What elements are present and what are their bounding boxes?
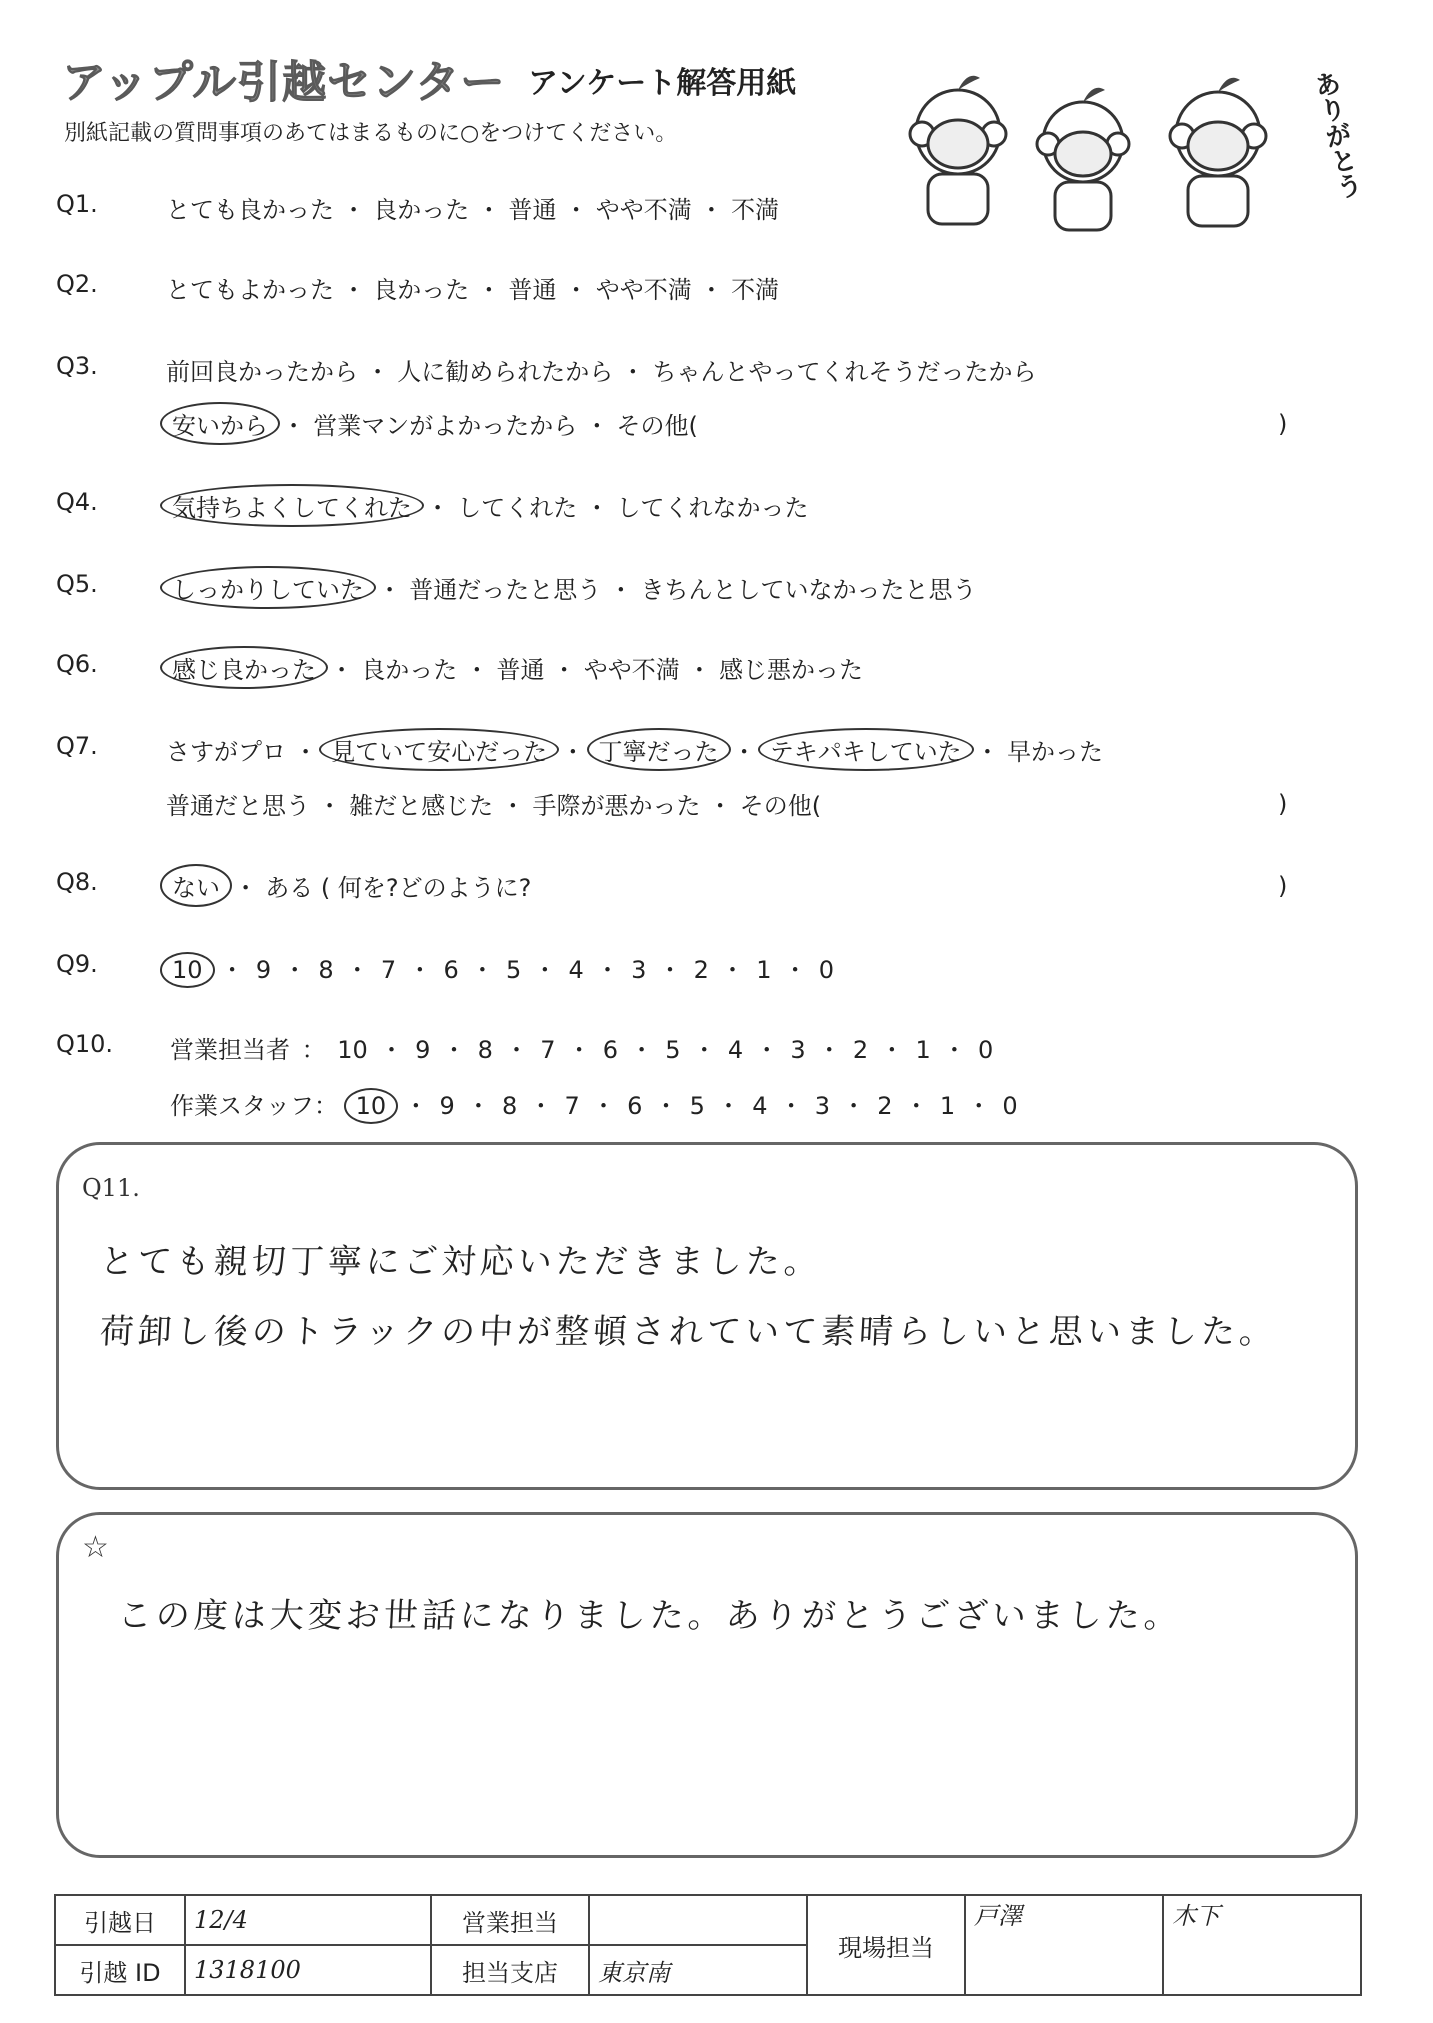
q10-option[interactable]: 4 — [727, 1036, 744, 1064]
q10-option[interactable]: 2 — [852, 1036, 869, 1064]
q2-option[interactable]: やや不満 — [595, 276, 692, 304]
q8-option[interactable]: ある ( 何を?どのように? — [265, 874, 532, 902]
q4-number: Q4. — [56, 488, 98, 516]
q3-option-selected[interactable]: 安いから — [160, 402, 280, 445]
q5-options: しっかりしていた ・ 普通だったと思う ・ きちんとしていなかったと思う — [166, 570, 977, 605]
q7-option[interactable]: 普通だと思う — [166, 792, 310, 820]
q3-number: Q3. — [56, 352, 98, 380]
q10-option[interactable]: 8 — [477, 1036, 493, 1064]
free-comment-box[interactable] — [56, 1512, 1358, 1858]
q7-option[interactable]: さすがプロ — [166, 738, 286, 766]
q1-options: とても良かった ・ 良かった ・ 普通 ・ やや不満 ・ 不満 — [166, 196, 780, 224]
q6-option[interactable]: 感じ悪かった — [719, 656, 864, 684]
q11-handwritten-line-1: とても親切丁寧にご対応いただきました。 — [98, 1242, 823, 1282]
q1-option[interactable]: 良かった — [373, 196, 470, 224]
q10-option[interactable]: 10 — [337, 1036, 368, 1064]
q10-option[interactable]: 3 — [790, 1036, 806, 1064]
mascot-caption: ありがとう — [1307, 68, 1365, 202]
q10-option[interactable]: 9 — [415, 1036, 431, 1064]
q7-option-selected[interactable]: 丁寧だった — [587, 728, 731, 771]
q6-options: 感じ良かった ・ 良かった ・ 普通 ・ やや不満 ・ 感じ悪かった — [166, 650, 863, 685]
q8-options: ない ・ ある ( 何を?どのように? — [166, 868, 531, 903]
q2-option[interactable]: 普通 — [508, 276, 557, 304]
q3-option-other[interactable]: その他( — [616, 412, 698, 440]
q10-staff-option-selected[interactable]: 10 — [344, 1088, 399, 1124]
q9-option[interactable]: 6 — [443, 956, 459, 984]
q8-option-selected[interactable]: ない — [160, 864, 232, 907]
q3-option[interactable]: 人に勧められたから — [397, 358, 614, 386]
q7-number: Q7. — [56, 732, 98, 760]
q6-number: Q6. — [56, 650, 98, 678]
q7-option-selected[interactable]: 見ていて安心だった — [319, 728, 559, 771]
q10-option[interactable]: 7 — [540, 1036, 556, 1064]
branch-label: 担当支店 — [431, 1945, 589, 1995]
q10-staff-row: 作業スタッフ： 10 ・ 9 ・ 8 ・ 7 ・ 6 ・ 5 ・ 4 ・ 3 ・ 2 ・ 1 ・ 0 — [170, 1086, 1018, 1121]
q2-option[interactable]: 良かった — [373, 276, 470, 304]
q5-option[interactable]: 普通だったと思う — [409, 576, 602, 604]
q8-close-paren: ) — [1278, 872, 1288, 900]
branch-value[interactable]: 東京南 — [589, 1945, 807, 1995]
star-label: ☆ — [82, 1530, 109, 1565]
q5-option[interactable]: きちんとしていなかったと思う — [640, 576, 977, 604]
move-date-label: 引越日 — [55, 1895, 185, 1945]
q10-option[interactable]: 5 — [689, 1092, 705, 1120]
q6-option[interactable]: やや不満 — [583, 656, 680, 684]
q2-option[interactable]: 不満 — [731, 276, 780, 304]
q10-option[interactable]: 0 — [978, 1036, 994, 1064]
move-id-value[interactable]: 1318100 — [185, 1945, 431, 1995]
q9-option[interactable]: 0 — [818, 956, 835, 984]
q1-number: Q1. — [56, 190, 98, 218]
instruction-text: 別紙記載の質問事項のあてはまるものに○をつけてください。 — [64, 121, 678, 146]
q10-option[interactable]: 3 — [814, 1092, 831, 1120]
q1-option[interactable]: やや不満 — [595, 196, 692, 224]
q10-staff-label: 作業スタッフ： — [170, 1092, 338, 1120]
q9-option[interactable]: 1 — [756, 956, 772, 984]
q2-number: Q2. — [56, 270, 98, 298]
q3-options-line2: 安いから ・ 営業マンがよかったから ・ その他( — [166, 406, 698, 441]
q4-options: 気持ちよくしてくれた ・ してくれた ・ してくれなかった — [166, 488, 809, 523]
q10-option[interactable]: 9 — [439, 1092, 455, 1120]
free-comment-handwritten: この度は大変お世話になりました。ありがとうございました。 — [116, 1596, 1183, 1636]
q5-number: Q5. — [56, 570, 98, 598]
monkey-mascots-illustration — [898, 62, 1338, 242]
q4-option[interactable]: してくれなかった — [616, 494, 809, 522]
q3-option[interactable]: 前回良かったから — [166, 358, 358, 386]
q10-option[interactable]: 6 — [602, 1036, 619, 1064]
brand-title: アップル引越センター — [62, 57, 506, 108]
move-date-value[interactable]: 12/4 — [185, 1895, 431, 1945]
q9-option[interactable]: 4 — [568, 956, 584, 984]
q9-option-selected[interactable]: 10 — [160, 952, 215, 988]
q10-sales-label: 営業担当者 ： — [170, 1036, 326, 1064]
q10-sales-row: 営業担当者 ： 10 ・ 9 ・ 8 ・ 7 ・ 6 ・ 5 ・ 4 ・ 3 ・ 2 ・ 1 ・ 0 — [170, 1036, 994, 1064]
q5-option-selected[interactable]: しっかりしていた — [160, 566, 376, 609]
q10-option[interactable]: 8 — [502, 1092, 518, 1120]
q1-option[interactable]: とても良かった — [166, 196, 334, 224]
q6-option-selected[interactable]: 感じ良かった — [160, 646, 328, 689]
q9-number: Q9. — [56, 950, 98, 978]
q7-option-other[interactable]: その他( — [739, 792, 822, 820]
footer-info-table — [54, 1894, 1362, 1996]
q10-option[interactable]: 7 — [564, 1092, 580, 1120]
q10-option[interactable]: 2 — [877, 1092, 893, 1120]
q3-close-paren: ) — [1278, 410, 1288, 438]
q10-option[interactable]: 0 — [1002, 1092, 1018, 1120]
q6-option[interactable]: 良かった — [361, 656, 458, 684]
q9-option[interactable]: 2 — [693, 956, 709, 984]
q7-close-paren: ) — [1278, 790, 1288, 818]
q9-option[interactable]: 5 — [506, 956, 522, 984]
q10-option[interactable]: 6 — [627, 1092, 643, 1120]
q7-option[interactable]: 手際が悪かった — [532, 792, 701, 820]
q10-option[interactable]: 1 — [915, 1036, 931, 1064]
q11-handwritten-line-2: 荷卸し後のトラックの中が整頓されていて素晴らしいと思いました。 — [98, 1312, 1279, 1352]
site-staff-1[interactable]: 戸澤 — [965, 1895, 1163, 1995]
q9-option[interactable]: 7 — [380, 956, 397, 984]
sales-rep-value[interactable] — [589, 1895, 807, 1945]
q7-option-selected[interactable]: テキパキしていた — [758, 728, 974, 771]
q7-options-line2: 普通だと思う ・ 雑だと感じた ・ 手際が悪かった ・ その他( — [166, 792, 822, 820]
q4-option[interactable]: してくれた — [457, 494, 578, 522]
q7-options-line1: さすがプロ ・ 見ていて安心だった ・ 丁寧だった ・ テキパキしていた ・ 早かった — [166, 732, 1103, 767]
q10-option[interactable]: 1 — [939, 1092, 956, 1120]
q2-option[interactable]: とてもよかった — [166, 276, 334, 304]
q9-option[interactable]: 3 — [631, 956, 647, 984]
q9-option[interactable]: 8 — [318, 956, 334, 984]
q3-option[interactable]: 営業マンがよかったから — [313, 412, 578, 440]
move-id-label: 引越 ID — [55, 1945, 185, 1995]
document-title: アンケート解答用紙 — [528, 66, 797, 101]
q10-option[interactable]: 4 — [752, 1092, 768, 1120]
q9-scale: 10 ・ 9 ・ 8 ・ 7 ・ 6 ・ 5 ・ 4 ・ 3 ・ 2 ・ 1 ・ 0 — [166, 950, 834, 985]
q1-option[interactable]: 普通 — [508, 196, 557, 224]
q7-option[interactable]: 雑だと感じた — [349, 792, 494, 820]
q10-option[interactable]: 5 — [665, 1036, 681, 1064]
q3-option[interactable]: ちゃんとやってくれそうだったから — [652, 358, 1037, 386]
site-staff-label: 現場担当 — [807, 1895, 965, 1995]
q1-option[interactable]: 不満 — [731, 196, 780, 224]
q8-number: Q8. — [56, 868, 98, 896]
q9-option[interactable]: 9 — [255, 956, 272, 984]
q4-option-selected[interactable]: 気持ちよくしてくれた — [160, 484, 424, 527]
site-staff-2[interactable]: 木下 — [1163, 1895, 1361, 1995]
q11-label: Q11. — [82, 1174, 140, 1202]
q7-option[interactable]: 早かった — [1007, 738, 1104, 766]
q10-number: Q10. — [56, 1030, 114, 1058]
q3-options-line1: 前回良かったから ・ 人に勧められたから ・ ちゃんとやってくれそうだったから — [166, 358, 1037, 386]
q6-option[interactable]: 普通 — [496, 656, 545, 684]
sales-rep-label: 営業担当 — [431, 1895, 589, 1945]
q2-options: とてもよかった ・ 良かった ・ 普通 ・ やや不満 ・ 不満 — [166, 276, 780, 304]
